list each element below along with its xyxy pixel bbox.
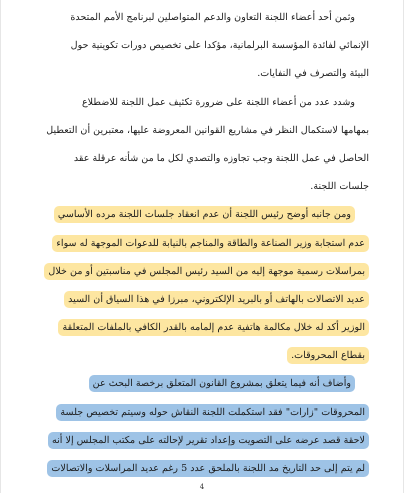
highlighted-line: الوزير أكد له خلال مكالمة هاتفية عدم إلمامه بالقدر الكافي بالملفات المتعلقة xyxy=(35,314,369,342)
text-line: البيئة والتصرف في النفايات. xyxy=(257,68,369,80)
document-body xyxy=(35,4,369,483)
highlighted-line: عديد الاتصالات بالهاتف أو بالبريد الإلكتروني، مبرزا في هذا السياق أن السيد xyxy=(35,286,369,314)
paragraph-undp-thanks xyxy=(35,4,369,89)
highlighted-line: عدم استجابة وزير الصناعة والطاقة والمناجم بالنيابة للدعوات الموجهة له سواء xyxy=(35,230,369,258)
selected-line[interactable]: وأضاف أنه فيما يتعلق بمشروع القانون المتعلق برخصة البحث عن xyxy=(35,370,369,398)
selected-line[interactable]: المحروقات "زارات" فقد استكملت اللجنة النقاش حوله وسيتم تخصيص جلسة xyxy=(35,399,369,427)
text-line: جلسات اللجنة. xyxy=(310,181,369,193)
highlighted-line: ومن جانبه أوضح رئيس اللجنة أن عدم انعقاد جلسات اللجنة مرده الأساسي xyxy=(35,201,369,229)
selected-line[interactable]: لم يتم إلى حد التاريخ مد اللجنة بالملحق عدد 5 رغم عديد المراسلات والاتصالات xyxy=(35,455,369,483)
selected-line[interactable]: لاحقة قصد عرضه على التصويت وإعداد تقرير لإحالته على مكتب المجلس إلا أنه xyxy=(35,427,369,455)
text-line: وشدد عدد من أعضاء اللجنة على ضرورة تكثيف عمل اللجنة للاضطلاع xyxy=(81,96,355,108)
paragraph-hydrocarbons-permit xyxy=(35,370,369,483)
text-line: الإنمائي لفائدة المؤسسة البرلمانية، مؤكدا على تخصيص دورات تكوينية حول xyxy=(70,40,369,52)
paragraph-chairman-statement xyxy=(35,201,369,370)
page-number: 4 xyxy=(199,483,205,491)
highlighted-line: بمراسلات رسمية موجهة إليه من السيد رئيس المجلس في مناسبتين أو من خلال xyxy=(35,258,369,286)
paragraph-committee-work xyxy=(35,89,369,202)
text-line: الحاصل في عمل اللجنة وجب تجاوزه والتصدي لكل ما من شأنه عرقلة عقد xyxy=(73,152,369,164)
text-line: بمهامها لاستكمال النظر في مشاريع القوانين المعروضة عليها، معتبرين أن التعطيل xyxy=(46,124,369,136)
highlighted-line: بقطاع المحروقات. xyxy=(35,342,369,370)
text-line: وثمن أحد أعضاء اللجنة التعاون والدعم المتواصلين لبرنامج الأمم المتحدة xyxy=(70,12,355,23)
